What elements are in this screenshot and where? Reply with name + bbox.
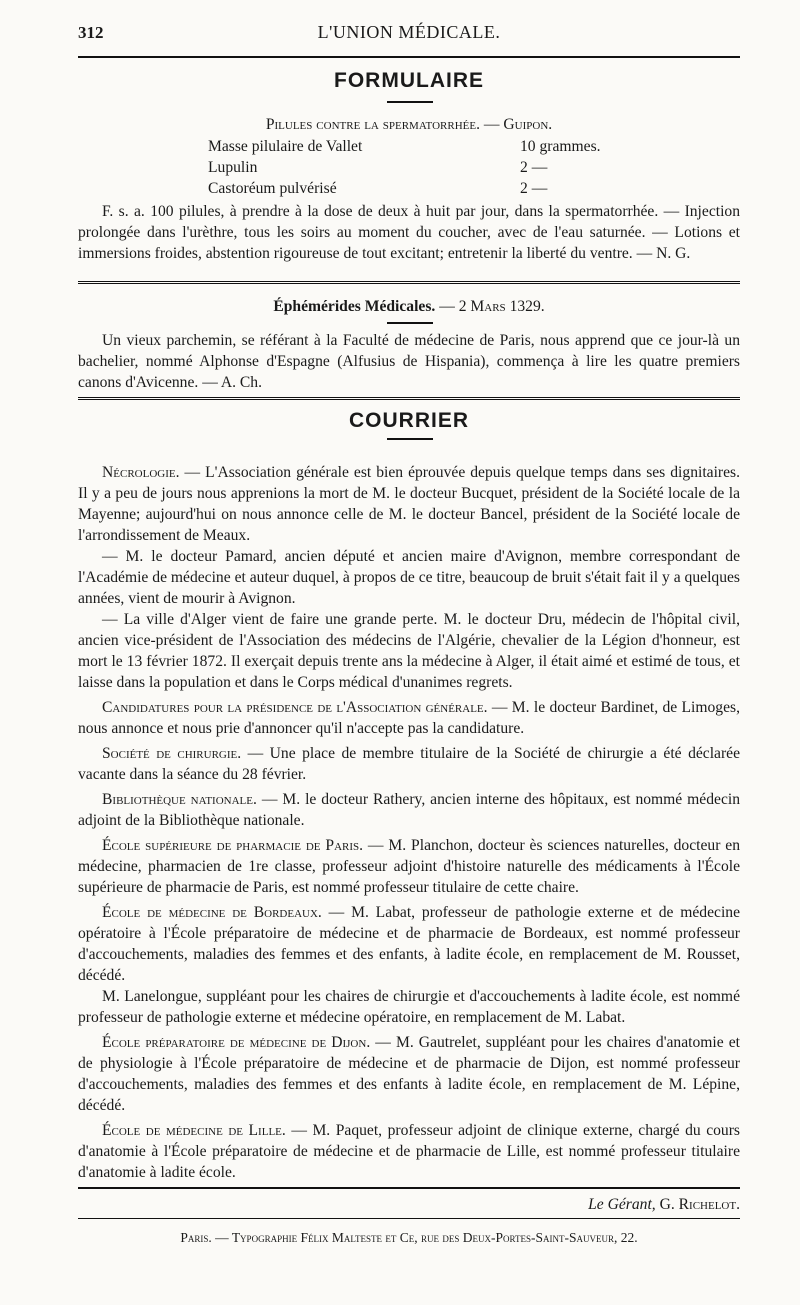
paragraph-lead: École de médecine de Lille.	[102, 1122, 286, 1139]
ingredient-qty: 2 —	[520, 180, 548, 197]
ephemerides-text: Un vieux parchemin, se référant à la Faculté de médecine de Paris, nous apprend que ce jour-là un bachelier, nommé Alphonse d'Espagne (Alfusius de Hispania), commença à lire les quatre premiers canons d'Avicenne. — A. Ch.	[78, 332, 740, 391]
ingredient-qty: 10 grammes.	[520, 138, 601, 155]
gerant-name: G. Richelot.	[659, 1196, 740, 1213]
paragraph-text: — Une place de membre titulaire de la Société de chirurgie a été déclarée vacante dans la séance du 28 février.	[78, 745, 740, 783]
paragraph-text: M. Lanelongue, suppléant pour les chaires de chirurgie et d'accouchements à ladite école, est nommé professeur de pathologie externe et médecine opératoire, en remplacement de M. Labat.	[78, 988, 740, 1026]
ephemerides-ornament-rule	[387, 322, 433, 324]
ephemerides-date: — 2 Mars 1329.	[439, 298, 545, 315]
courrier-paragraph	[78, 835, 740, 898]
page-number: 312	[78, 23, 104, 42]
formulaire-title: FORMULAIRE	[334, 69, 484, 92]
paragraph-text: — M. Planchon, docteur ès sciences naturelles, docteur en médecine, pharmacien de 1re classe, professeur adjoint d'histoire naturelle des médicaments à l'École supérieure de pharmacie de Paris, est nommé professeur titulaire de cette chaire.	[78, 837, 740, 896]
ingredient-name: Castoréum pulvérisé	[208, 180, 337, 197]
courrier-paragraph	[78, 789, 740, 831]
running-head	[78, 22, 740, 48]
paragraph-text: — M. le docteur Pamard, ancien député et ancien maire d'Avignon, membre correspondant de l'Académie de médecine et auteur duquel, à propos de ce titre, beaucoup de bruit s'était fait il y a quelques années, vient de mourir à Avignon.	[78, 548, 740, 607]
courrier-paragraph	[78, 902, 740, 986]
courrier-paragraph	[78, 462, 740, 546]
paragraph-lead: Candidatures pour la présidence de l'Association générale.	[102, 699, 488, 716]
courrier-body	[78, 462, 740, 1183]
ephemerides-title: Éphémérides Médicales.	[273, 298, 436, 315]
header-rule	[78, 56, 740, 58]
footer-rule	[78, 1187, 740, 1189]
ephemerides-body	[78, 330, 740, 393]
paragraph-lead: Société de chirurgie.	[102, 745, 242, 762]
ingredient-row	[208, 157, 628, 178]
courrier-paragraph	[78, 743, 740, 785]
paragraph-text: — M. le docteur Rathery, ancien interne des hôpitaux, est nommé médecin adjoint de la Bibliothèque nationale.	[78, 791, 740, 829]
courrier-paragraph	[78, 697, 740, 739]
courrier-ornament-rule	[387, 438, 433, 440]
paragraph-lead: École supérieure de pharmacie de Paris.	[102, 837, 364, 854]
paragraph-text: — La ville d'Alger vient de faire une grande perte. M. le docteur Dru, médecin de l'hôpital civil, ancien vice-président de l'Association des médecins de l'Algérie, chevalier de la Légion d'honneur, est mort le 13 février 1872. Il exerçait depuis trente ans la médecine à Alger, il était aimé et estimé de tous, et laisse dans la population et dans le Corps médical d'unanimes regrets.	[78, 611, 740, 691]
section-divider	[78, 281, 740, 284]
recipe-title: Pilules contre la spermatorrhée.	[265, 116, 480, 133]
recipe-instructions	[78, 201, 740, 264]
paragraph-text: — M. le docteur Bardinet, de Limoges, nous annonce et nous prie d'annoncer qu'il n'accepte pas la candidature.	[78, 699, 740, 737]
ingredient-name: Masse pilulaire de Vallet	[208, 138, 363, 155]
courrier-paragraph	[78, 1032, 740, 1116]
ingredient-name: Lupulin	[208, 159, 258, 176]
formulaire-ornament-rule	[387, 101, 433, 103]
paragraph-text: — M. Labat, professeur de pathologie externe et de médecine opératoire à l'École préparatoire de médecine et de pharmacie de Bordeaux, est nommé professeur d'accouchements, maladies des femmes et des enfants, à ladite école, en remplacement de M. Rousset, décédé.	[78, 904, 740, 984]
courrier-paragraph	[78, 986, 740, 1028]
paragraph-lead: Bibliothèque nationale.	[102, 791, 257, 808]
ephemerides-heading	[78, 296, 740, 317]
imprint-rule	[78, 1218, 740, 1219]
ingredient-qty: 2 —	[520, 159, 548, 176]
paragraph-text: — M. Gautrelet, suppléant pour les chaires d'anatomie et de physiologie à l'École préparatoire de médecine et de pharmacie de Dijon, est nommé professeur d'accouchements, maladies des femmes et des enfants à ladite école, en remplacement de M. Lépine, décédé.	[78, 1034, 740, 1114]
gerant-line	[78, 1194, 740, 1215]
journal-title: L'UNION MÉDICALE.	[317, 22, 501, 42]
paragraph-lead: École de médecine de Bordeaux.	[102, 904, 322, 921]
gerant-label: Le Gérant,	[588, 1196, 656, 1213]
paragraph-lead: École préparatoire de médecine de Dijon.	[102, 1034, 371, 1051]
courrier-title: COURRIER	[348, 409, 469, 432]
courrier-paragraph	[78, 546, 740, 609]
paragraph-text: — M. Paquet, professeur adjoint de clinique externe, chargé du cours d'anatomie à l'École préparatoire de médecine et de pharmacie de Lille, est nommé professeur titulaire d'anatomie à ladite école.	[78, 1122, 740, 1181]
ingredient-row	[208, 136, 628, 157]
ingredient-row	[208, 178, 628, 199]
courrier-paragraph	[78, 609, 740, 693]
courrier-paragraph	[78, 1120, 740, 1183]
recipe-heading	[78, 114, 740, 135]
instructions-text: F. s. a. 100 pilules, à prendre à la dose de deux à huit par jour, dans la spermatorrhée. — Injection prolongée dans l'urèthre, tous les soirs au moment du coucher, avec de l'eau saturnée. — Lotions et immersions froides, abstention rigoureuse de tout excitant; entretenir la liberté du ventre. — N. G.	[78, 203, 740, 262]
printer-imprint: Paris. — Typographie Félix Malteste et Ce, rue des Deux-Portes-Saint-Sauveur, 22.	[180, 1230, 638, 1245]
recipe-author: — Guipon.	[483, 116, 553, 133]
paragraph-lead: Nécrologie.	[102, 464, 180, 481]
paragraph-text: — L'Association générale est bien éprouvée depuis quelque temps dans ses dignitaires. Il y a peu de jours nous apprenions la mort de M. le docteur Bucquet, président de la Société locale de la Mayenne; aujourd'hui on nous annonce celle de M. le docteur Bancel, président de la Société locale de l'arrondissement de Meaux.	[78, 464, 740, 544]
section-divider	[78, 397, 740, 400]
